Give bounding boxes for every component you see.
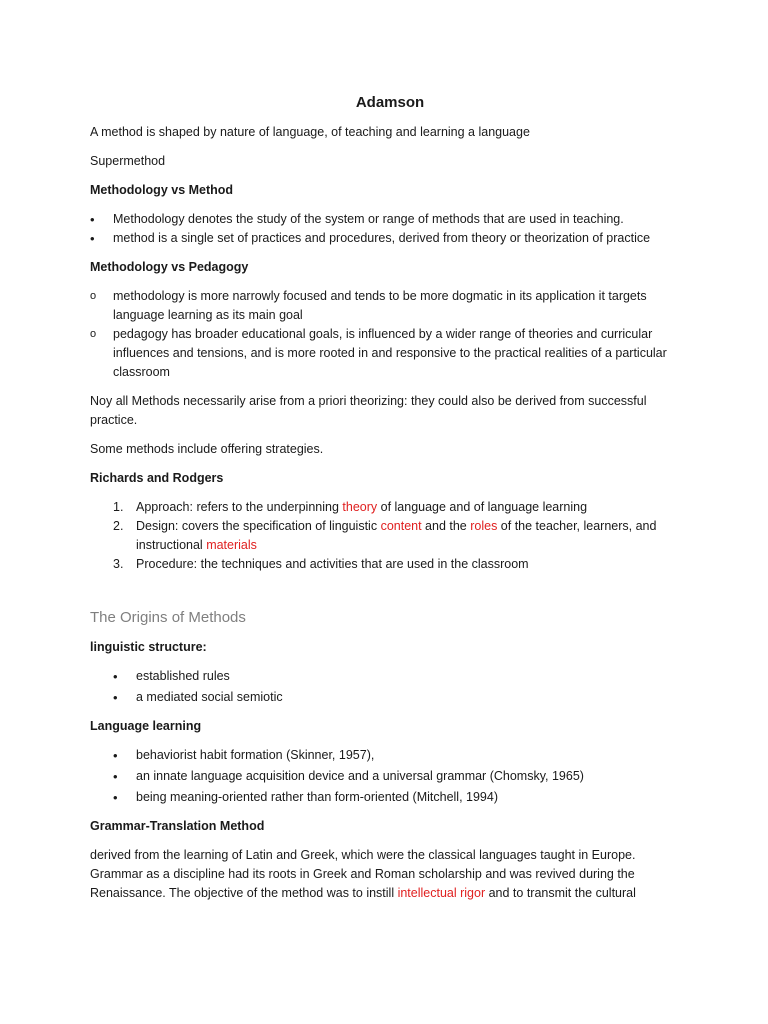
number-marker: 3. [113, 557, 124, 571]
list-item-procedure: 3. Procedure: the techniques and activities that are used in the classroom [90, 555, 690, 574]
bullet-marker: • [90, 212, 95, 227]
list-item: • method is a single set of practices and procedures, derived from theory or theorization of practice [90, 231, 651, 246]
document-title: Adamson [355, 94, 425, 111]
highlight-theory: theory [342, 500, 378, 514]
list-item-approach: 1. Approach: refers to the underpinning theory of language and of language learning [90, 498, 690, 517]
number-marker: 1. [113, 500, 124, 514]
methodology-pedagogy-list [90, 287, 690, 382]
bullet-marker: • [113, 690, 118, 705]
document-body [90, 92, 690, 913]
highlight-content: content [380, 519, 422, 533]
list-item: o methodology is more narrowly focused and tends to be more dogmatic in its application it targets language learning as its main goal [90, 289, 647, 322]
circle-marker: o [90, 328, 97, 340]
paragraph-a-priori: Noy all Methods necessarily arise from a priori theorizing: they could also be derived from successful practice. [90, 394, 647, 427]
highlight-materials: materials [206, 538, 257, 552]
list-item: • established rules [113, 669, 230, 684]
list-item: • being meaning-oriented rather than form-oriented (Mitchell, 1994) [113, 790, 498, 805]
list-item: o pedagogy has broader educational goals, is influenced by a wider range of theories and curricular influences and tensions, and is more rooted in and responsive to the practical realities of a particular classroom [90, 327, 667, 379]
bullet-marker: • [90, 231, 95, 246]
heading-richards-rodgers: Richards and Rodgers [90, 471, 224, 485]
bullet-marker: • [113, 669, 118, 684]
paragraph-supermethod: Supermethod [90, 154, 166, 168]
highlight-roles: roles [470, 519, 498, 533]
list-item: • behaviorist habit formation (Skinner, 1957), [113, 748, 375, 763]
bullet-marker: • [113, 748, 118, 763]
circle-marker: o [90, 290, 97, 302]
number-marker: 2. [113, 519, 124, 533]
highlight-intellectual-rigor: intellectual rigor [397, 886, 486, 900]
linguistic-structure-list [90, 667, 690, 707]
richards-rodgers-list [90, 498, 690, 574]
list-item-design: 2. Design: covers the specification of linguistic content and the roles of the teacher, learners, and instructional materials [113, 519, 657, 552]
list-item: • an innate language acquisition device and a universal grammar (Chomsky, 1965) [113, 769, 584, 784]
bullet-marker: • [113, 790, 118, 805]
bullet-marker: • [113, 769, 118, 784]
heading-grammar-translation: Grammar-Translation Method [90, 819, 265, 833]
language-learning-list [90, 746, 690, 807]
paragraph-strategies: Some methods include offering strategies. [90, 442, 324, 456]
paragraph-method-shaped: A method is shaped by nature of language, of teaching and learning a language [90, 125, 530, 139]
heading-language-learning: Language learning [90, 719, 202, 733]
heading-methodology-vs-pedagogy: Methodology vs Pedagogy [90, 260, 249, 274]
methodology-method-list [90, 210, 690, 248]
heading-linguistic-structure: linguistic structure: [90, 640, 207, 654]
heading-methodology-vs-method: Methodology vs Method [90, 183, 234, 197]
heading-origins-of-methods: The Origins of Methods [90, 609, 246, 626]
list-item: • Methodology denotes the study of the system or range of methods that are used in teaching. [90, 212, 624, 227]
list-item: • a mediated social semiotic [113, 690, 283, 705]
paragraph-grammar-translation: derived from the learning of Latin and Greek, which were the classical languages taught in Europe. Grammar as a discipline had its roots in Greek and Roman scholarship and was revived during the Renaissance. The objective of the method was to instill intellectual rigor and to transmit the cultural [90, 848, 636, 900]
